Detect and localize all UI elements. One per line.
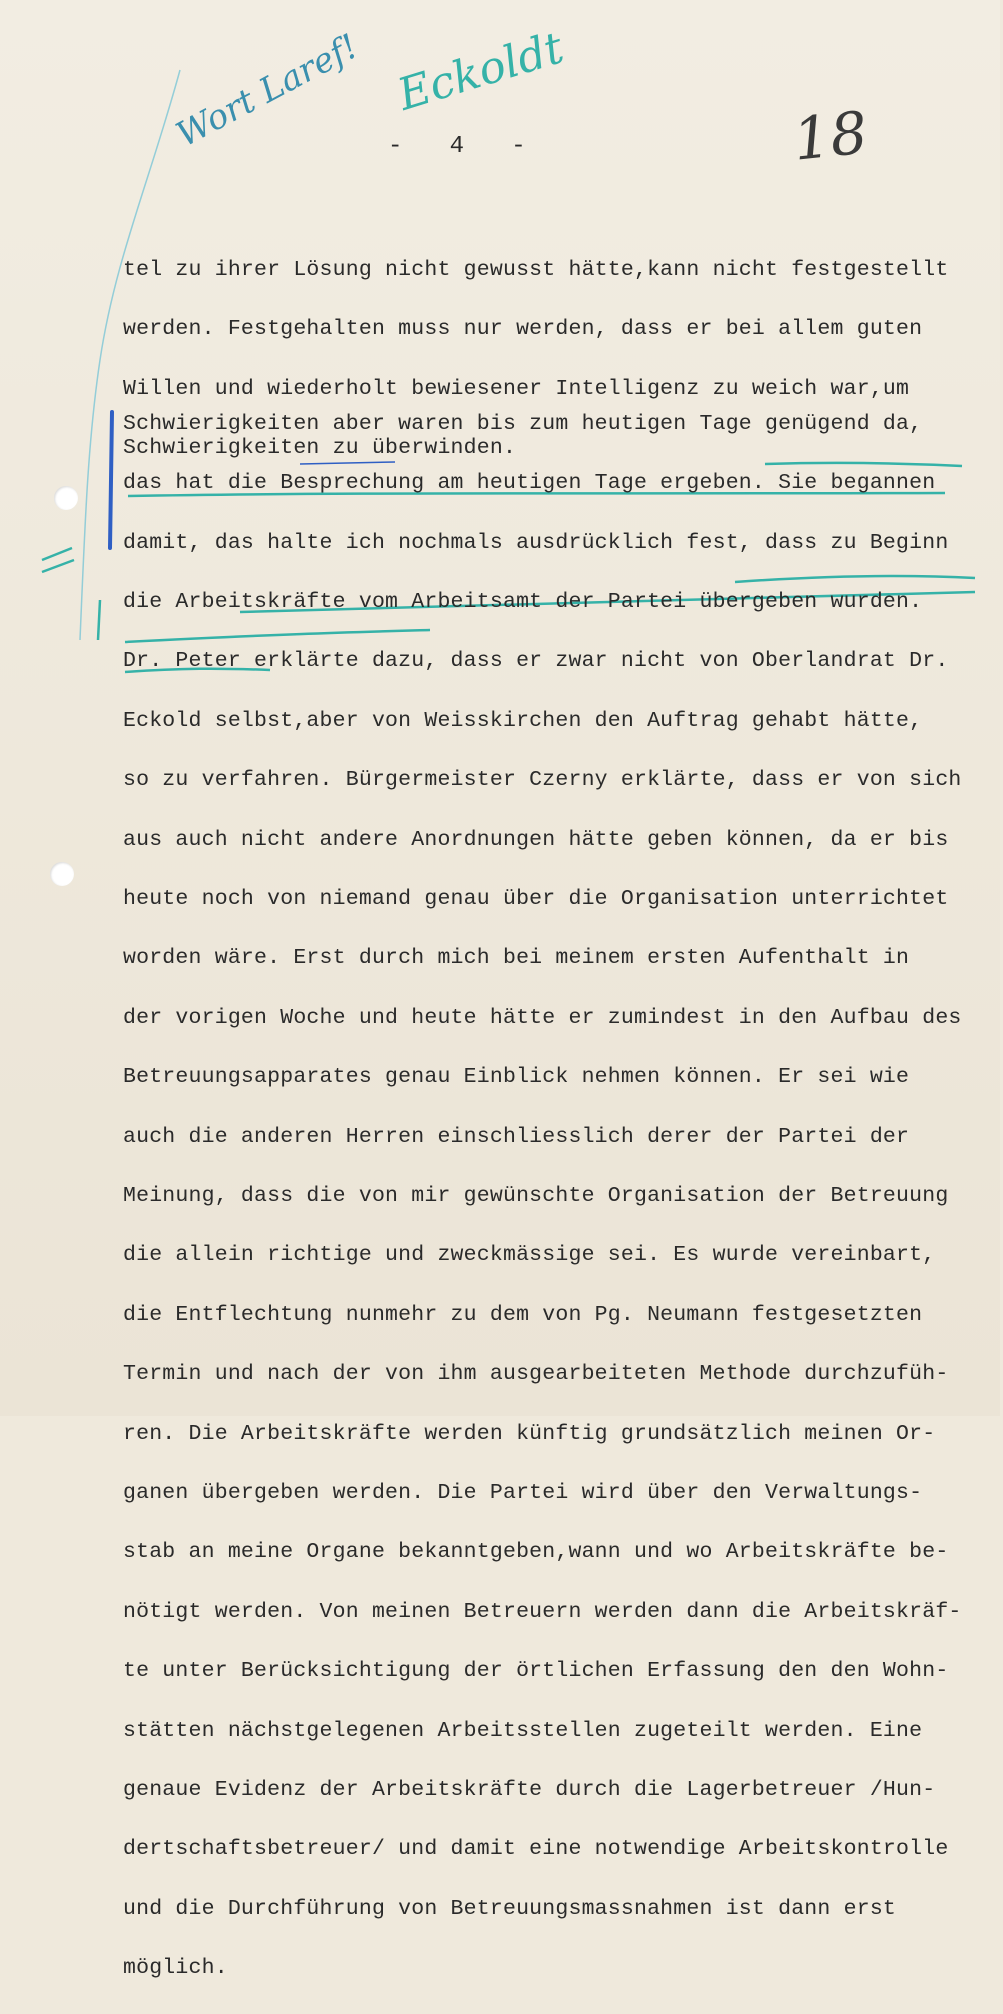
blue-margin-bar: [110, 412, 112, 548]
handwritten-note-top: Eckoldt: [392, 22, 570, 121]
text-line: heute noch von niemand genau über die Organisation unterrichtet: [123, 886, 949, 911]
text-line: te unter Berücksichtigung der örtlichen Erfassung den den Wohn-: [123, 1659, 949, 1684]
text-line: Termin und nach der von ihm ausgearbeiteten Methode durchzufüh-: [123, 1362, 949, 1387]
sheet-number: 18: [790, 98, 871, 174]
margin-stroke-mark: [98, 600, 100, 640]
text-line: stab an meine Organe bekanntgeben,wann und wo Arbeitskräfte be-: [123, 1540, 949, 1565]
text-line: werden. Festgehalten muss nur werden, dass er bei allem guten: [123, 317, 923, 342]
text-line: ren. Die Arbeitskräfte werden künftig grundsätzlich meinen Or-: [123, 1421, 936, 1446]
text-line: Meinung, dass die von mir gewünschte Organisation der Betreuung: [123, 1183, 949, 1208]
margin-equals-mark: [42, 548, 74, 572]
text-line: Eckold selbst,aber von Weisskirchen den Auftrag gehabt hätte,: [123, 708, 923, 733]
text-line: ganen übergeben werden. Die Partei wird über den Verwaltungs-: [123, 1481, 923, 1506]
text-line: die Entflechtung nunmehr zu dem von Pg. Neumann festgesetzten: [123, 1302, 923, 1327]
text-line: tel zu ihrer Lösung nicht gewusst hätte,kann nicht festgestellt: [123, 257, 949, 282]
text-line: das hat die Besprechung am heutigen Tage ergeben. Sie begannen: [123, 471, 936, 496]
text-line: damit, das halte ich nochmals ausdrücklich fest, dass zu Beginn: [123, 530, 949, 555]
text-line: Dr. Peter erklärte dazu, dass er zwar nicht von Oberlandrat Dr.: [123, 649, 949, 674]
text-line: genaue Evidenz der Arbeitskräfte durch die Lagerbetreuer /Hun-: [123, 1778, 936, 1803]
handwritten-note-left: Wort Laref!: [170, 26, 365, 156]
text-line: der vorigen Woche und heute hätte er zumindest in den Aufbau des: [123, 1005, 962, 1030]
text-line: Schwierigkeiten zu überwinden.: [123, 435, 517, 460]
paragraph-2: [123, 380, 1003, 2014]
text-line: stätten nächstgelegenen Arbeitsstellen zugeteilt werden. Eine: [123, 1718, 923, 1743]
text-line: und die Durchführung von Betreuungsmassnahmen ist dann erst: [123, 1896, 897, 1921]
text-line: auch die anderen Herren einschliesslich derer der Partei der: [123, 1124, 910, 1149]
text-line: die allein richtige und zweckmässige sei. Es wurde vereinbart,: [123, 1243, 936, 1268]
text-line: aus auch nicht andere Anordnungen hätte geben können, da er bis: [123, 827, 949, 852]
text-line: Schwierigkeiten aber waren bis zum heutigen Tage genügend da,: [123, 411, 923, 436]
text-line: die Arbeitskräfte vom Arbeitsamt der Partei übergeben wurden.: [123, 589, 923, 614]
text-line: Willen und wiederholt bewiesener Intelligenz zu weich war,um: [123, 376, 910, 401]
text-line: Betreuungsapparates genau Einblick nehmen können. Er sei wie: [123, 1065, 910, 1090]
text-line: so zu verfahren. Bürgermeister Czerny erklärte, dass er von sich: [123, 768, 962, 793]
text-line: worden wäre. Erst durch mich bei meinem ersten Aufenthalt in: [123, 946, 910, 971]
text-line: möglich.: [123, 1956, 228, 1981]
text-line: dertschaftsbetreuer/ und damit eine notwendige Arbeitskontrolle: [123, 1837, 949, 1862]
page-number: - 4 -: [388, 133, 527, 160]
text-line: nötigt werden. Von meinen Betreuern werden dann die Arbeitskräf-: [123, 1599, 962, 1624]
